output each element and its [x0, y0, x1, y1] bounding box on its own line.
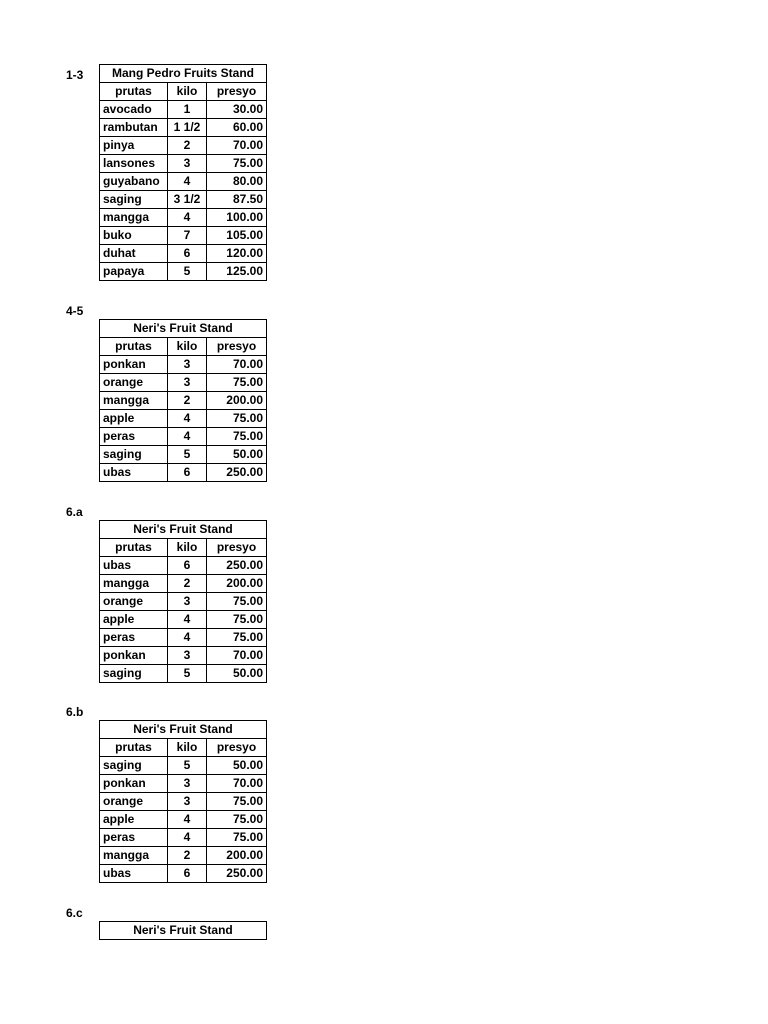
kilo-cell: 3 1/2 [168, 191, 207, 209]
price-cell: 75.00 [207, 829, 267, 847]
column-header: prutas [100, 338, 168, 356]
fruit-name-cell: saging [100, 446, 168, 464]
column-header: kilo [168, 83, 207, 101]
price-cell: 75.00 [207, 374, 267, 392]
fruit-name-cell: ponkan [100, 775, 168, 793]
kilo-cell: 3 [168, 775, 207, 793]
price-cell: 70.00 [207, 647, 267, 665]
kilo-cell: 3 [168, 793, 207, 811]
fruit-table [99, 520, 267, 683]
table-row [100, 209, 267, 227]
price-cell: 75.00 [207, 155, 267, 173]
fruit-name-cell: ponkan [100, 356, 168, 374]
price-cell: 87.50 [207, 191, 267, 209]
kilo-cell: 6 [168, 865, 207, 883]
fruit-name-cell: orange [100, 374, 168, 392]
kilo-cell: 2 [168, 137, 207, 155]
fruit-table [99, 921, 267, 940]
fruit-name-cell: buko [100, 227, 168, 245]
price-cell: 200.00 [207, 575, 267, 593]
fruit-name-cell: orange [100, 593, 168, 611]
price-cell: 50.00 [207, 446, 267, 464]
section-label: 4-5 [66, 304, 84, 318]
kilo-cell: 3 [168, 647, 207, 665]
fruit-table [99, 319, 267, 482]
fruit-name-cell: guyabano [100, 173, 168, 191]
table-row [100, 245, 267, 263]
kilo-cell: 2 [168, 392, 207, 410]
kilo-cell: 6 [168, 245, 207, 263]
price-cell: 120.00 [207, 245, 267, 263]
price-cell: 250.00 [207, 557, 267, 575]
table-row [100, 847, 267, 865]
table-row [100, 757, 267, 775]
table-row [100, 793, 267, 811]
price-cell: 60.00 [207, 119, 267, 137]
section-label: 6.b [66, 705, 84, 719]
column-header: kilo [168, 338, 207, 356]
fruit-table [99, 64, 267, 281]
table-row [100, 611, 267, 629]
fruit-name-cell: ubas [100, 865, 168, 883]
table-row [100, 446, 267, 464]
fruit-name-cell: ubas [100, 557, 168, 575]
kilo-cell: 4 [168, 410, 207, 428]
column-header: kilo [168, 739, 207, 757]
column-header: presyo [207, 83, 267, 101]
price-cell: 30.00 [207, 101, 267, 119]
price-cell: 70.00 [207, 356, 267, 374]
price-cell: 80.00 [207, 173, 267, 191]
table-row [100, 557, 267, 575]
fruit-name-cell: papaya [100, 263, 168, 281]
table-row [100, 865, 267, 883]
table-row [100, 575, 267, 593]
fruit-name-cell: peras [100, 629, 168, 647]
price-cell: 250.00 [207, 464, 267, 482]
price-cell: 50.00 [207, 665, 267, 683]
column-header: presyo [207, 739, 267, 757]
kilo-cell: 4 [168, 173, 207, 191]
price-cell: 75.00 [207, 593, 267, 611]
column-header: presyo [207, 338, 267, 356]
table-mang-pedro [99, 64, 267, 281]
fruit-name-cell: apple [100, 410, 168, 428]
table-row [100, 119, 267, 137]
kilo-cell: 1 1/2 [168, 119, 207, 137]
fruit-name-cell: peras [100, 428, 168, 446]
kilo-cell: 2 [168, 575, 207, 593]
fruit-name-cell: mangga [100, 575, 168, 593]
fruit-name-cell: lansones [100, 155, 168, 173]
kilo-cell: 3 [168, 374, 207, 392]
kilo-cell: 4 [168, 611, 207, 629]
fruit-name-cell: saging [100, 191, 168, 209]
price-cell: 105.00 [207, 227, 267, 245]
fruit-name-cell: ubas [100, 464, 168, 482]
table-row [100, 428, 267, 446]
kilo-cell: 4 [168, 811, 207, 829]
price-cell: 75.00 [207, 611, 267, 629]
price-cell: 75.00 [207, 410, 267, 428]
table-row [100, 775, 267, 793]
table-row [100, 356, 267, 374]
kilo-cell: 1 [168, 101, 207, 119]
table-row [100, 137, 267, 155]
table-title: Neri's Fruit Stand [100, 521, 267, 539]
table-row [100, 410, 267, 428]
table-row [100, 392, 267, 410]
price-cell: 100.00 [207, 209, 267, 227]
table-neri-2 [99, 520, 267, 683]
column-header: prutas [100, 83, 168, 101]
kilo-cell: 3 [168, 356, 207, 374]
fruit-name-cell: peras [100, 829, 168, 847]
kilo-cell: 5 [168, 263, 207, 281]
kilo-cell: 3 [168, 593, 207, 611]
price-cell: 250.00 [207, 865, 267, 883]
fruit-table [99, 720, 267, 883]
kilo-cell: 3 [168, 155, 207, 173]
price-cell: 75.00 [207, 629, 267, 647]
price-cell: 75.00 [207, 811, 267, 829]
fruit-name-cell: avocado [100, 101, 168, 119]
section-label: 1-3 [66, 68, 84, 82]
kilo-cell: 5 [168, 665, 207, 683]
table-neri-1 [99, 319, 267, 482]
fruit-name-cell: saging [100, 757, 168, 775]
price-cell: 200.00 [207, 847, 267, 865]
fruit-name-cell: apple [100, 611, 168, 629]
fruit-name-cell: rambutan [100, 119, 168, 137]
fruit-name-cell: pinya [100, 137, 168, 155]
price-cell: 75.00 [207, 793, 267, 811]
table-row [100, 593, 267, 611]
table-title: Mang Pedro Fruits Stand [100, 65, 267, 83]
table-neri-4 [99, 921, 267, 940]
table-row [100, 464, 267, 482]
table-row [100, 227, 267, 245]
kilo-cell: 6 [168, 557, 207, 575]
price-cell: 70.00 [207, 775, 267, 793]
table-row [100, 263, 267, 281]
table-row [100, 191, 267, 209]
kilo-cell: 7 [168, 227, 207, 245]
kilo-cell: 5 [168, 757, 207, 775]
fruit-name-cell: mangga [100, 392, 168, 410]
price-cell: 70.00 [207, 137, 267, 155]
fruit-name-cell: apple [100, 811, 168, 829]
kilo-cell: 4 [168, 629, 207, 647]
price-cell: 50.00 [207, 757, 267, 775]
table-row [100, 647, 267, 665]
table-row [100, 374, 267, 392]
kilo-cell: 4 [168, 209, 207, 227]
kilo-cell: 6 [168, 464, 207, 482]
table-row [100, 811, 267, 829]
fruit-name-cell: orange [100, 793, 168, 811]
kilo-cell: 4 [168, 829, 207, 847]
table-title: Neri's Fruit Stand [100, 721, 267, 739]
fruit-name-cell: mangga [100, 209, 168, 227]
fruit-name-cell: duhat [100, 245, 168, 263]
price-cell: 125.00 [207, 263, 267, 281]
table-neri-3 [99, 720, 267, 883]
price-cell: 75.00 [207, 428, 267, 446]
column-header: prutas [100, 739, 168, 757]
section-label: 6.c [66, 906, 83, 920]
fruit-name-cell: saging [100, 665, 168, 683]
column-header: prutas [100, 539, 168, 557]
fruit-name-cell: mangga [100, 847, 168, 865]
table-row [100, 829, 267, 847]
kilo-cell: 4 [168, 428, 207, 446]
table-row [100, 173, 267, 191]
kilo-cell: 5 [168, 446, 207, 464]
kilo-cell: 2 [168, 847, 207, 865]
table-row [100, 155, 267, 173]
column-header: presyo [207, 539, 267, 557]
table-title: Neri's Fruit Stand [100, 320, 267, 338]
price-cell: 200.00 [207, 392, 267, 410]
section-label: 6.a [66, 505, 83, 519]
fruit-name-cell: ponkan [100, 647, 168, 665]
column-header: kilo [168, 539, 207, 557]
table-row [100, 665, 267, 683]
table-row [100, 629, 267, 647]
table-title: Neri's Fruit Stand [100, 922, 267, 940]
table-row [100, 101, 267, 119]
